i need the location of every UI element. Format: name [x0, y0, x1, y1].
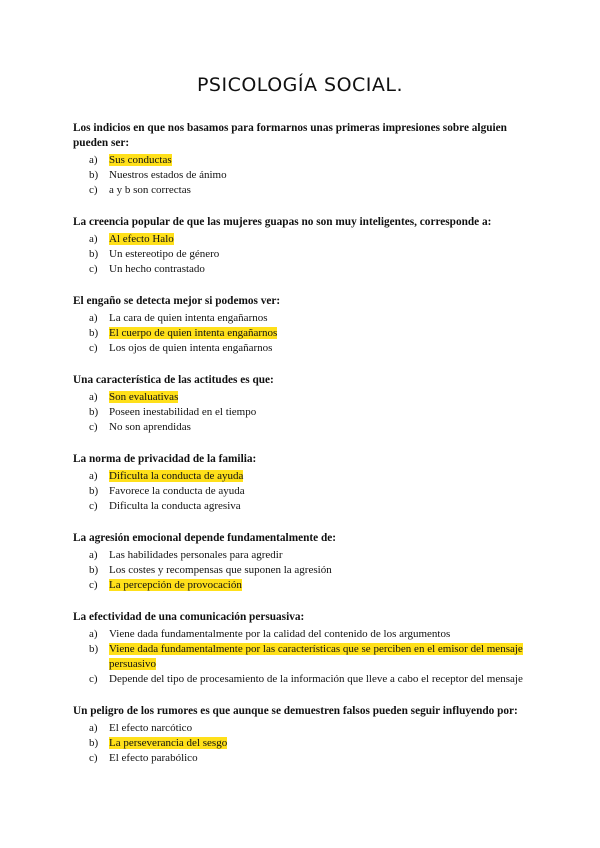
option-letter: b)	[89, 169, 99, 181]
option-text: No son aprendidas	[109, 421, 191, 433]
option-letter: c)	[89, 579, 98, 591]
answer-option	[73, 420, 533, 435]
option-list	[73, 153, 533, 198]
page-title: PSICOLOGÍA SOCIAL.	[196, 74, 404, 96]
answer-option	[73, 484, 533, 499]
question-block	[73, 215, 533, 277]
option-letter: c)	[89, 342, 98, 354]
option-text: Las habilidades personales para agredir	[109, 549, 283, 561]
option-list	[73, 469, 533, 514]
option-letter: c)	[89, 752, 98, 764]
option-letter: c)	[89, 184, 98, 196]
question-text: Una característica de las actitudes es que:	[73, 374, 274, 386]
option-letter: b)	[89, 248, 99, 260]
question-text: La efectividad de una comunicación persuasiva:	[73, 611, 305, 623]
answer-option	[73, 262, 533, 277]
option-letter: a)	[89, 722, 98, 734]
option-letter: c)	[89, 263, 98, 275]
question-text: La creencia popular de que las mujeres guapas no son muy inteligentes, corresponde a:	[73, 216, 492, 228]
answer-option	[73, 183, 533, 198]
option-list	[73, 721, 533, 766]
answer-option	[73, 721, 533, 736]
option-text: a y b son correctas	[109, 184, 191, 196]
answer-option	[73, 341, 533, 356]
question-block	[73, 373, 533, 435]
option-letter: b)	[89, 643, 99, 655]
answer-option	[73, 153, 533, 168]
option-list	[73, 548, 533, 593]
question-text: Los indicios en que nos basamos para formarnos unas primeras impresiones sobre alguien pueden ser:	[73, 122, 507, 149]
option-list	[73, 311, 533, 356]
option-letter: a)	[89, 154, 98, 166]
question-text: La agresión emocional depende fundamentalmente de:	[73, 532, 337, 544]
option-letter: c)	[89, 500, 98, 512]
option-text: Poseen inestabilidad en el tiempo	[109, 406, 257, 418]
question-block	[73, 704, 533, 766]
highlighted-answer-text: El cuerpo de quien intenta engañarnos	[109, 327, 278, 339]
question-block	[73, 452, 533, 514]
answer-option	[73, 311, 533, 326]
answer-option	[73, 247, 533, 262]
answer-option	[73, 405, 533, 420]
answer-option	[73, 751, 533, 766]
option-letter: a)	[89, 312, 98, 324]
option-letter: a)	[89, 233, 98, 245]
option-text: Nuestros estados de ánimo	[109, 169, 227, 181]
answer-option	[73, 563, 533, 578]
option-letter: b)	[89, 327, 99, 339]
option-text: Viene dada fundamentalmente por la calidad del contenido de los argumentos	[109, 628, 451, 640]
option-letter: b)	[89, 737, 99, 749]
highlighted-answer-text: Sus conductas	[109, 154, 172, 166]
answer-option	[73, 578, 533, 593]
option-text: Favorece la conducta de ayuda	[109, 485, 245, 497]
option-list	[73, 232, 533, 277]
answer-option	[73, 642, 533, 672]
option-letter: c)	[89, 421, 98, 433]
option-letter: b)	[89, 564, 99, 576]
answer-option	[73, 672, 533, 687]
answer-option	[73, 232, 533, 247]
option-text: Un estereotipo de género	[109, 248, 220, 260]
answer-option	[73, 548, 533, 563]
option-letter: a)	[89, 391, 98, 403]
question-text: Un peligro de los rumores es que aunque se demuestren falsos pueden seguir influyendo por:	[73, 705, 518, 717]
answer-option	[73, 627, 533, 642]
highlighted-answer-text: La percepción de provocación	[109, 579, 242, 591]
question-block	[73, 531, 533, 593]
answer-option	[73, 168, 533, 183]
answer-option	[73, 326, 533, 341]
highlighted-answer-text: Dificulta la conducta de ayuda	[109, 470, 244, 482]
option-text: Los costes y recompensas que suponen la agresión	[109, 564, 332, 576]
option-letter: a)	[89, 470, 98, 482]
question-text: El engaño se detecta mejor si podemos ver:	[73, 295, 281, 307]
highlighted-answer-text: Al efecto Halo	[109, 233, 174, 245]
option-text: Un hecho contrastado	[109, 263, 205, 275]
question-block	[73, 294, 533, 356]
option-letter: a)	[89, 628, 98, 640]
answer-option	[73, 736, 533, 751]
answer-option	[73, 390, 533, 405]
question-list	[73, 121, 533, 783]
option-text: Dificulta la conducta agresiva	[109, 500, 241, 512]
highlighted-answer-text: Viene dada fundamentalmente por las características que se perciben en el emisor del mensaje persuasivo	[109, 643, 523, 670]
option-letter: c)	[89, 673, 98, 685]
question-text: La norma de privacidad de la familia:	[73, 453, 257, 465]
option-text: El efecto narcótico	[109, 722, 193, 734]
option-text: Los ojos de quien intenta engañarnos	[109, 342, 273, 354]
option-text: El efecto parabólico	[109, 752, 198, 764]
option-letter: b)	[89, 406, 99, 418]
question-block	[73, 121, 533, 198]
question-block	[73, 610, 533, 687]
highlighted-answer-text: Son evaluativas	[109, 391, 179, 403]
option-text: Depende del tipo de procesamiento de la información que lleve a cabo el receptor del mensaje	[109, 673, 523, 685]
option-list	[73, 390, 533, 435]
option-letter: a)	[89, 549, 98, 561]
option-letter: b)	[89, 485, 99, 497]
option-text: La cara de quien intenta engañarnos	[109, 312, 268, 324]
answer-option	[73, 469, 533, 484]
option-list	[73, 627, 533, 687]
highlighted-answer-text: La perseverancia del sesgo	[109, 737, 228, 749]
answer-option	[73, 499, 533, 514]
